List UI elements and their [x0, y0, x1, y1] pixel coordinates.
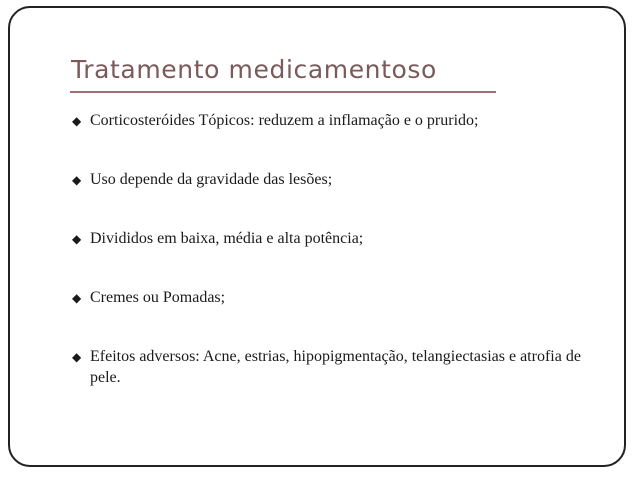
- bullet-text: Divididos em baixa, média e alta potência;: [90, 230, 364, 247]
- bullet-text: Uso depende da gravidade das lesões;: [90, 171, 333, 188]
- title-underline: [70, 91, 496, 93]
- bullet-text: Corticosteróides Tópicos: reduzem a inflamação e o prurido;: [90, 112, 479, 129]
- bullet-text: Efeitos adversos: Acne, estrias, hipopigmentação, telangiectasias e atrofia de pele.: [90, 348, 581, 386]
- bullet-diamond-icon: ◆: [72, 291, 82, 305]
- bullet-text: Cremes ou Pomadas;: [90, 289, 226, 306]
- bullet-item: [72, 287, 612, 308]
- bullet-item: [72, 110, 612, 131]
- bullet-item: [72, 346, 612, 388]
- bullet-item: [72, 228, 612, 249]
- bullet-diamond-icon: ◆: [72, 173, 82, 187]
- bullet-diamond-icon: ◆: [72, 350, 82, 364]
- bullet-item: [72, 169, 612, 190]
- bullet-diamond-icon: ◆: [72, 232, 82, 246]
- bullet-diamond-icon: ◆: [72, 114, 82, 128]
- bullet-list: [72, 110, 612, 388]
- slide-title: Tratamento medicamentoso: [71, 55, 437, 84]
